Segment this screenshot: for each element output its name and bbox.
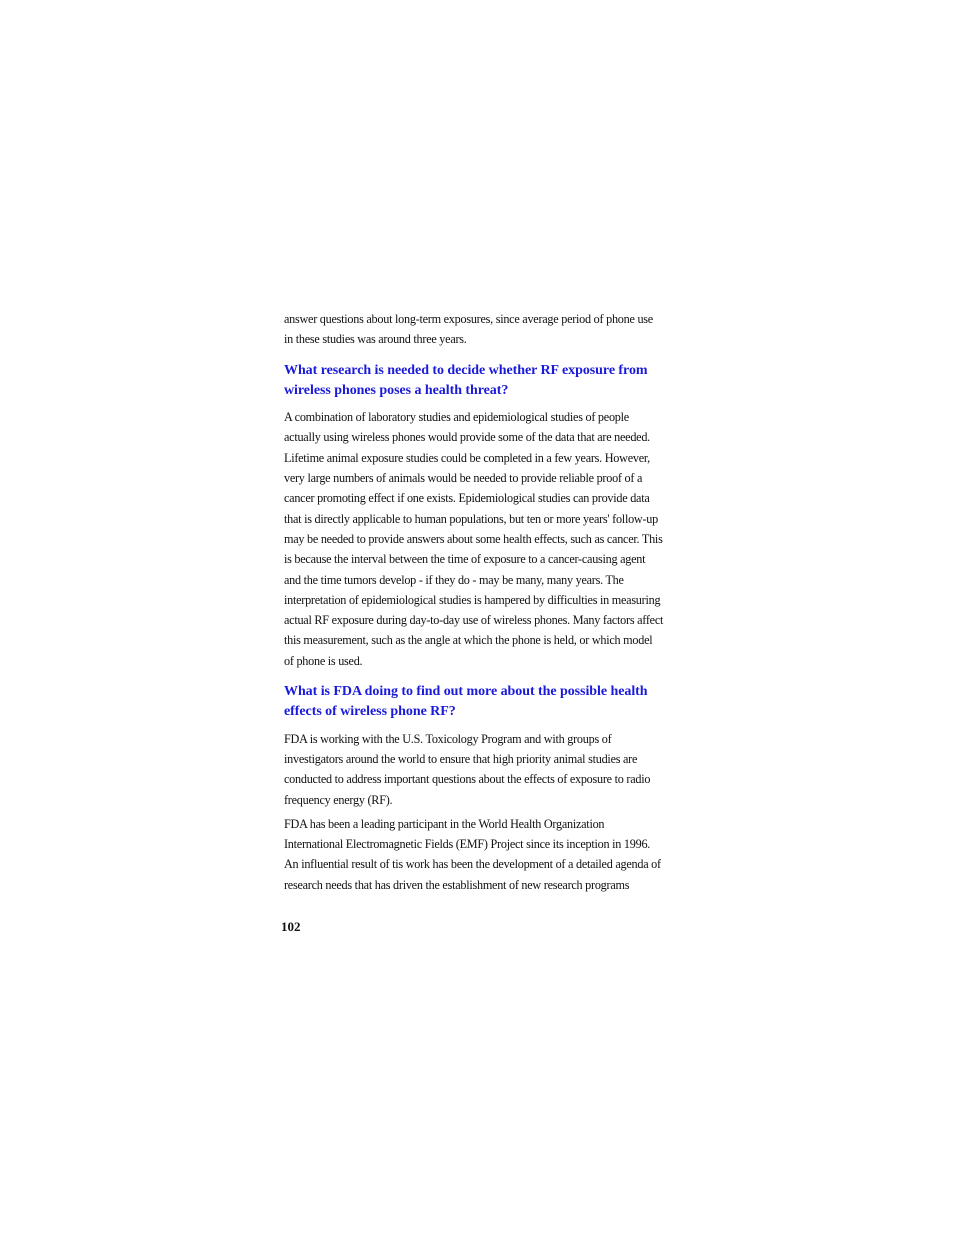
section-paragraph-fda-toxicology: FDA is working with the U.S. Toxicology Program and with groups of investigators around the world to ensure that high priority animal studies are conducted to address important questions about the effects of exposure to radio frequency energy (RF). bbox=[284, 731, 651, 807]
section-paragraph-fda-who-emf: FDA has been a leading participant in the World Health Organization International Electromagnetic Fields (EMF) Project since its inception in 1996. An influential result of tis work has been the development of a detailed agenda of research needs that has driven the establishment of new research programs bbox=[284, 816, 661, 892]
intro-paragraph: answer questions about long-term exposures, since average period of phone use in these studies was around three years. bbox=[284, 312, 653, 347]
page-body bbox=[284, 309, 664, 899]
page-number: 102 bbox=[281, 919, 301, 934]
section-heading-fda-actions: What is FDA doing to find out more about the possible health effects of wireless phone RF? bbox=[284, 684, 648, 720]
section-paragraph-research-needed: A combination of laboratory studies and epidemiological studies of people actually using wireless phones would provide some of the data that are needed. Lifetime animal exposure studies could be completed in a few years. However, very large numbers of animals would be needed to provide reliable proof of a cancer promoting effect if one exists. Epidemiological studies can provide data that is directly applicable to human populations, but ten or more years' follow-up may be needed to provide answers about some health effects, such as cancer. This is because the interval between the time of exposure to a cancer-causing agent and the time tumors develop - if they do - may be many, many years. The interpretation of epidemiological studies is hampered by difficulties in measuring actual RF exposure during day-to-day use of wireless phones. Many factors affect this measurement, such as the angle at which the phone is held, or which model of phone is used. bbox=[284, 410, 664, 668]
section-heading-research-needed: What research is needed to decide whether RF exposure from wireless phones poses a health threat? bbox=[284, 362, 648, 398]
